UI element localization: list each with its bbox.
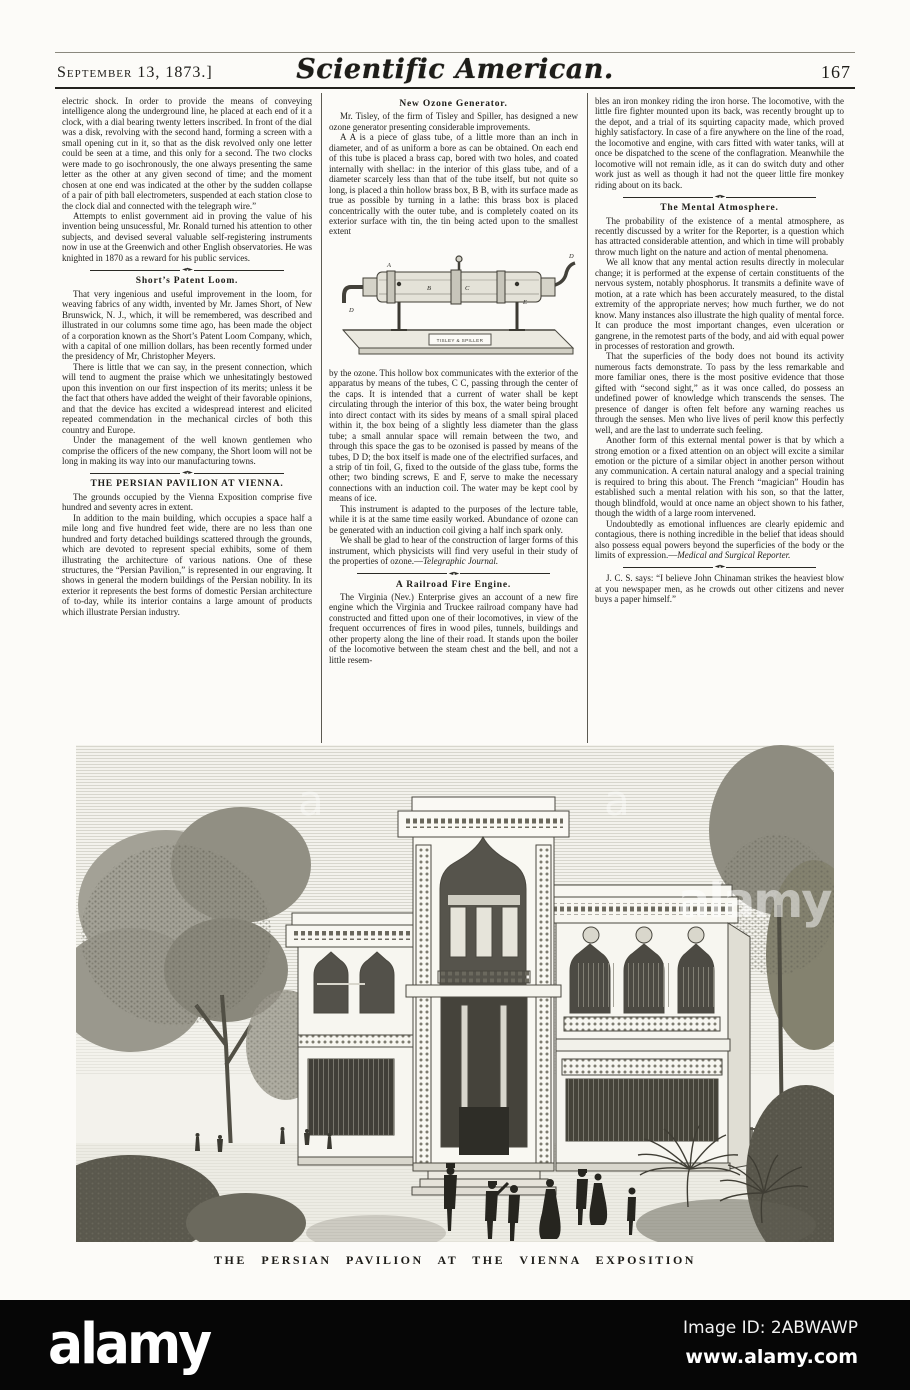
part-label: D — [569, 252, 574, 260]
paragraph: The probability of the existence of a mental atmosphere, as recently discussed by a writer for the Reporter, is a question which has attracted considerable attention, and which in time will probably throw much light on the nature and action of mental phenomena. — [595, 215, 844, 257]
image-id-text: Image ID: 2ABWAWP — [682, 1318, 858, 1338]
alamy-logo: alamy — [48, 1312, 210, 1377]
paragraph: There is little that we can say, in the present connection, which will tend to augment the praise which we unhesitatingly bestowed upon this invention on our first inspection of its merits; unless it be the fact that others have added the weight of their favorable opinions, and that the device has excited a widespread interest and elicited repeated commendation in the mechanical circles of both this country and Europe. — [62, 361, 312, 435]
column-3 — [587, 93, 853, 743]
engraving-caption: THE PERSIAN PAVILION AT THE VIENNA EXPOSITION — [214, 1253, 696, 1267]
part-label: D — [349, 306, 354, 314]
paragraph: by the ozone. This hollow box communicates with the exterior of the apparatus by means of the tubes, C C, passing through the center of the caps. It is intended that a current of water shall be kept circulating through the interior of this box, the water being brought into direct contact with its sides by means of a small spiral placed within it, the box being of a slightly less diameter than the glass tube; a small annular space will remain between the two, and through this space the gas to be ozonised is passed by means of the tubes, D D; the box itself is made one of the electrified surfaces, and a strip of tin foil, G, fixed to the outside of the glass tube, forms the other; two binding screws, E and F, serve to make the necessary connections with an induction coil. The water may be kept cool by means of ice. — [329, 367, 578, 504]
paragraph: The grounds occupied by the Vienna Exposition comprise five hundred and seventy acres in extent. — [62, 491, 312, 513]
paragraph: Mr. Tisley, of the firm of Tisley and Spiller, has designed a new ozone generator presenting considerable improvements. — [329, 111, 578, 132]
paragraph: Another form of this external mental power is that by which a strong emotion or a fixed attention on an object will excite a similar emotion or the picture of a similar object in another person without any communication. A certain natural analogy and a special training is required to bring this about. The French “magician” Houdin has established such a mental relation with his son, so that the latter, though blindfold, would at once name an object shown to his father, though the width of a large room intervened. — [595, 435, 844, 519]
paragraph: In addition to the main building, which occupies a space half a mile long and five hundred feet wide, there are no less than one hundred and forty detached buildings scattered through the grounds, which are devoted to represent special exhibits, some of them illustrating the architecture of various nations. One of these structures, the “Persian Pavilion,” is represented in our engraving. It shows in general the modern buildings of the Persian nobility. In its exterior it represents the best forms of domestic Persian architecture of to-day, while its interior contains a large amount of products which illustrate Persian industry. — [62, 512, 312, 617]
source-citation: Medical and Surgical Reporter. — [677, 550, 791, 561]
alamy-website-link[interactable]: www.alamy.com — [685, 1346, 858, 1368]
section-divider — [90, 470, 284, 476]
section-divider — [623, 564, 816, 570]
section-divider — [357, 571, 550, 577]
part-label: E — [523, 298, 527, 306]
ozone-generator-figure — [329, 242, 579, 364]
section-heading: Short’s Patent Loom. — [135, 276, 239, 287]
masthead-title: Scientific American. — [296, 54, 614, 85]
part-label: B — [427, 284, 431, 292]
section-heading: THE PERSIAN PAVILION AT VIENNA. — [90, 479, 284, 490]
paragraph: Attempts to enlist government aid in proving the value of his invention being unsucessful, Mr. Ronald turned his attention to other subjects, and devised several valuable self-registering instruments now in use at the Greenwich and other English observatories. He was knighted in 1870 as a reward for his public services. — [62, 210, 312, 263]
watermark-a-icon: a — [604, 776, 630, 825]
maker-plate-label: TISLEY & SPILLER — [436, 337, 484, 343]
section-heading: The Mental Atmosphere. — [660, 203, 779, 214]
paragraph: bles an iron monkey riding the iron horse. The locomotive, with the little fire fighter mounted upon its back, was recently brought up to the depot, and a trial of its squirting capacity made, which proved highly satisfactory. In case of a fire anywhere on the line of the road, the locomotive and engine, with cars fitted with water tanks, will at once be dispatched to the scene of the conflagration. Meanwhile the locomotive will not remain idle, as it can do switch duty and other work just as well as though it had not the queer little fire monkey riding about on its back. — [595, 96, 844, 190]
part-label: C — [465, 284, 470, 292]
paragraph: This instrument is adapted to the purposes of the lecture table, while it is at the same time easily worked. Abundance of ozone can be generated with an induction coil giving a half inch spark only. — [329, 503, 578, 535]
top-rule — [55, 52, 855, 53]
divider-ornament-icon: ◄•► — [714, 563, 725, 571]
paragraph: electric shock. In order to provide the means of conveying intelligence along the underground line, he placed at each end of it a clock, with a dial bearing twenty letters inscribed. In front of the dial was a disk, revolving with the second hand, forming a screen with a small opening cut in it, so that as the disk revolved only one letter could be seen at a time, and this only for a second. The two clocks were made to go isochronously, the one always presenting the same letter as the other at any given second of time; and the moment chosen at one end was indicated at the other by the sudden collapse of a pair of pith ball electrometers, suspended at each station close to the clock dial and connected with the telegraph wire.” — [62, 96, 312, 211]
paragraph: That the superficies of the body does not bound its activity numerous facts demonstrate. To pass by the less remarkable and more familiar ones, there is the most positive evidence that those gifted with “second sight,” as it was once called, do possess an undefined power of knowledge which transcends the senses. The presence of danger is often felt before any warning reaches us through the senses. Men who live lives of peril know this perfectly well, and are the last to underrate such feeling. — [595, 351, 844, 435]
paragraph: We all know that any mental action results directly in molecular change; it is performed at the expense of certain constituents of the nervous system, notably phosphorus. It transmits a definite wave of motion, at a rate which has been accurately measured, to the distal extremity of the appropriate nerves; how much further, we do not know. Many instances also illustrate the high quality of mental force. It can produce the most important changes, even ulceration or gangrene, in the remotest parts of the body, and aid with equal power in processes of restoration and growth. — [595, 257, 844, 351]
divider-ornament-icon: ◄•► — [182, 266, 192, 274]
divider-ornament-icon: ◄•► — [448, 569, 459, 577]
paragraph: That very ingenious and useful improvement in the loom, for weaving fabrics of any width, invented by Mr. James Short, of New Brunswick, N. J., which, it will be remembered, was described and illustrated in our columns some time ago, has been made the object of a corporation known as the Short’s Patent Loom Company, which, with a capital of one million dollars, has been recently formed under the presidency of Mr, Christopher Meyers. — [62, 288, 312, 362]
section-divider — [90, 267, 284, 273]
section-divider — [623, 194, 816, 200]
alamy-footer-bar — [0, 1300, 910, 1390]
watermark-a-icon: a — [298, 776, 324, 825]
paragraph: We shall be glad to hear of the construction of larger forms of this instrument, which physicists will find very useful in their study of the properties of ozone.—Telegraphic Journal. — [329, 535, 578, 567]
paragraph: The Virginia (Nev.) Enterprise gives an account of a new fire engine which the Virginia and Truckee railroad company have had constructed and fitted upon one of their locomotives, in view of the frequent occurrences of fires in wood piles, tunnels, buildings and other property along the line of their road. It stands upon the boiler of the locomotive between the steam chest and the bell, and not a little resem- — [329, 591, 578, 665]
issue-date: September 13, 1873.] — [57, 64, 213, 81]
paragraph: J. C. S. says: “I believe John Chinaman strikes the heaviest blow at you newspaper men, as he crowds out other citizens and never buys a paper himself.” — [595, 573, 844, 605]
header-rule — [55, 87, 855, 89]
divider-ornament-icon: ◄•► — [714, 193, 725, 201]
source-citation: Telegraphic Journal. — [422, 556, 499, 567]
page-number: 167 — [821, 62, 851, 82]
section-heading: New Ozone Generator. — [399, 99, 508, 109]
paragraph: A A is a piece of glass tube, of a little more than an inch in diameter, and of as uniform a bore as can be obtained. On each end of this tube is placed a brass cap, bored with two holes, and coated internally with shellac: in the interior of this glass tube, and of a diameter scarcely less than that of the tube itself, but not quite so long, is placed a thin hollow brass box, B B, with its surface made as true as possible by turning in a lathe: this brass box is placed concentrically with the outer tube, and is completely coated on its exterior surface with tin, the tin being acted upon to the smallest extent — [329, 132, 578, 237]
page-header — [55, 56, 855, 86]
text-columns — [55, 93, 855, 743]
paragraph: Undoubtedly as emotional influences are clearly epidemic and contagious, there is nothing incredible in the belief that ideas should also possess equal powers beyond the superficies of the body or the limits of expression.—Medical and Surgical Reporter. — [595, 518, 844, 561]
divider-ornament-icon: ◄•► — [182, 469, 192, 477]
column-2 — [321, 93, 587, 743]
watermark-alamy-icon: alamy — [678, 873, 831, 929]
column-1 — [55, 93, 321, 743]
part-label: A — [387, 261, 391, 269]
persian-pavilion-engraving — [76, 745, 834, 1242]
paragraph: Under the management of the well known gentlemen who comprise the officers of the new company, the Short loom will not be long in making its way into our manufacturing towns. — [62, 435, 312, 466]
section-heading: A Railroad Fire Engine. — [395, 579, 512, 590]
